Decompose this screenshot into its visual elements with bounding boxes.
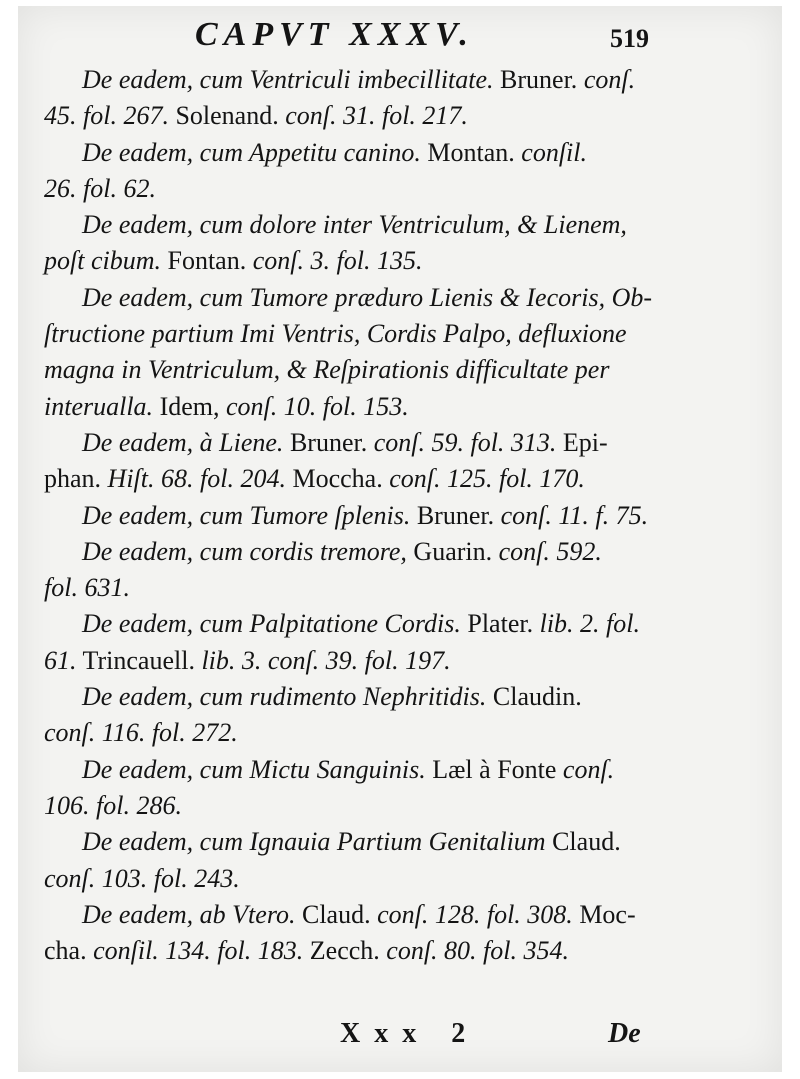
text-line <box>44 788 664 824</box>
text-line <box>44 243 664 279</box>
text-line <box>44 679 664 715</box>
roman-segment: Idem, <box>153 391 220 421</box>
text-line <box>44 135 664 171</box>
italic-segment: conſ. 11. f. 75. <box>494 500 649 530</box>
roman-segment: Bruner. <box>493 65 578 94</box>
text-line <box>44 171 664 207</box>
italic-segment: De eadem, cum Mictu Sanguinis. <box>82 754 426 784</box>
italic-segment: De eadem, à Liene. <box>82 427 284 457</box>
roman-segment: Plater. <box>460 609 534 639</box>
italic-segment: De eadem, cum cordis tremore, <box>82 536 407 566</box>
text-line <box>44 461 664 497</box>
italic-segment: conſ. 116. fol. 272. <box>44 718 238 748</box>
text-line <box>44 534 664 570</box>
italic-segment: conſ. 3. fol. 135. <box>246 246 423 276</box>
italic-segment: ſtructione partium Imi Ventris, Cordis Palpo, defluxione <box>44 319 627 349</box>
text-line <box>44 570 664 606</box>
catchword: De <box>608 1018 641 1049</box>
roman-segment: Claudin. <box>486 682 582 712</box>
roman-segment: Guarin. <box>406 536 493 566</box>
roman-segment: phan. <box>44 464 102 494</box>
text-line <box>44 425 664 461</box>
italic-segment: interualla. <box>44 391 154 421</box>
italic-segment: De eadem, cum Ignauia Partium Genitalium <box>82 827 546 857</box>
italic-segment: conſil. 134. fol. 183. <box>86 936 304 966</box>
italic-segment: poſt cibum. <box>44 246 161 276</box>
italic-segment: De eadem, cum rudimento Nephritidis. <box>82 682 487 712</box>
italic-segment: conſ. 59. fol. 313. <box>367 427 557 457</box>
text-line <box>44 824 664 860</box>
italic-segment: De eadem, cum Tumore præduro Lienis & Iecoris, Ob- <box>82 282 653 312</box>
text-line <box>44 861 664 897</box>
text-line <box>44 352 664 388</box>
roman-segment: Claud. <box>545 827 621 857</box>
show-through-text <box>668 18 800 1068</box>
roman-segment: Bruner. <box>410 500 495 530</box>
signature-mark: Xxx 2 <box>340 1018 480 1049</box>
italic-segment: De eadem, ab Vtero. <box>82 899 296 929</box>
text-line <box>44 389 664 425</box>
roman-segment: Montan. <box>420 137 515 167</box>
italic-segment: conſ. <box>577 65 636 94</box>
roman-segment: Fontan. <box>161 246 247 276</box>
italic-segment: conſ. <box>556 754 615 784</box>
roman-segment: Læl à Fonte <box>425 754 557 784</box>
roman-segment: cha. <box>44 936 87 966</box>
page-number: 519 <box>610 24 649 53</box>
text-line <box>44 207 664 243</box>
roman-segment: Moc- <box>572 899 636 929</box>
text-line <box>44 316 664 352</box>
text-line <box>44 498 664 534</box>
italic-segment: lib. 2. fol. <box>533 609 640 639</box>
page-header <box>0 14 800 54</box>
roman-segment: Zecch. <box>303 936 380 966</box>
text-line <box>44 280 664 316</box>
text-line <box>44 897 664 933</box>
body-text <box>44 62 664 969</box>
italic-segment: conſ. 31. fol. 217. <box>278 101 468 131</box>
italic-segment: conſ. 125. fol. 170. <box>382 464 585 494</box>
italic-segment: conſ. 128. fol. 308. <box>370 899 573 929</box>
roman-segment: Trincauell. <box>76 645 195 675</box>
italic-segment: conſ. 80. fol. 354. <box>379 936 569 966</box>
text-line <box>44 752 664 788</box>
running-title: CAPVT XXXV. <box>195 16 474 53</box>
italic-segment: 26. fol. 62. <box>44 173 156 203</box>
italic-segment: conſil. <box>514 137 587 167</box>
text-line <box>44 98 664 134</box>
text-line <box>44 715 664 751</box>
italic-segment: magna in Ventriculum, & Reſpirationis difficultate per <box>44 355 610 385</box>
italic-segment: conſ. 592. <box>492 536 602 566</box>
roman-segment: Bruner. <box>283 427 368 457</box>
italic-segment: 45. fol. 267. <box>44 101 169 131</box>
italic-segment: lib. 3. conſ. 39. fol. 197. <box>194 645 451 675</box>
italic-segment: 106. fol. 286. <box>44 790 182 820</box>
italic-segment: conſ. 103. fol. 243. <box>44 863 240 893</box>
italic-segment: fol. 631. <box>44 573 130 603</box>
italic-segment: De eadem, cum Palpitatione Cordis. <box>82 609 461 639</box>
italic-segment: 61. <box>44 645 77 675</box>
italic-segment: Hiſt. 68. fol. 204. <box>101 464 286 494</box>
italic-segment: De eadem, cum Tumore ſplenis. <box>82 500 411 530</box>
roman-segment: Epi- <box>556 427 608 457</box>
italic-segment: De eadem, cum Ventriculi imbecillitate. <box>82 65 494 94</box>
roman-segment: Solenand. <box>168 101 279 131</box>
text-line <box>44 62 664 98</box>
italic-segment: De eadem, cum Appetitu canino. <box>82 137 421 167</box>
text-line <box>44 643 664 679</box>
text-line <box>44 933 664 969</box>
italic-segment: De eadem, cum dolore inter Ventriculum, & Lienem, <box>82 210 627 240</box>
text-line <box>44 606 664 642</box>
italic-segment: conſ. 10. fol. 153. <box>219 391 409 421</box>
roman-segment: Claud. <box>295 899 371 929</box>
roman-segment: Moccha. <box>285 464 383 494</box>
